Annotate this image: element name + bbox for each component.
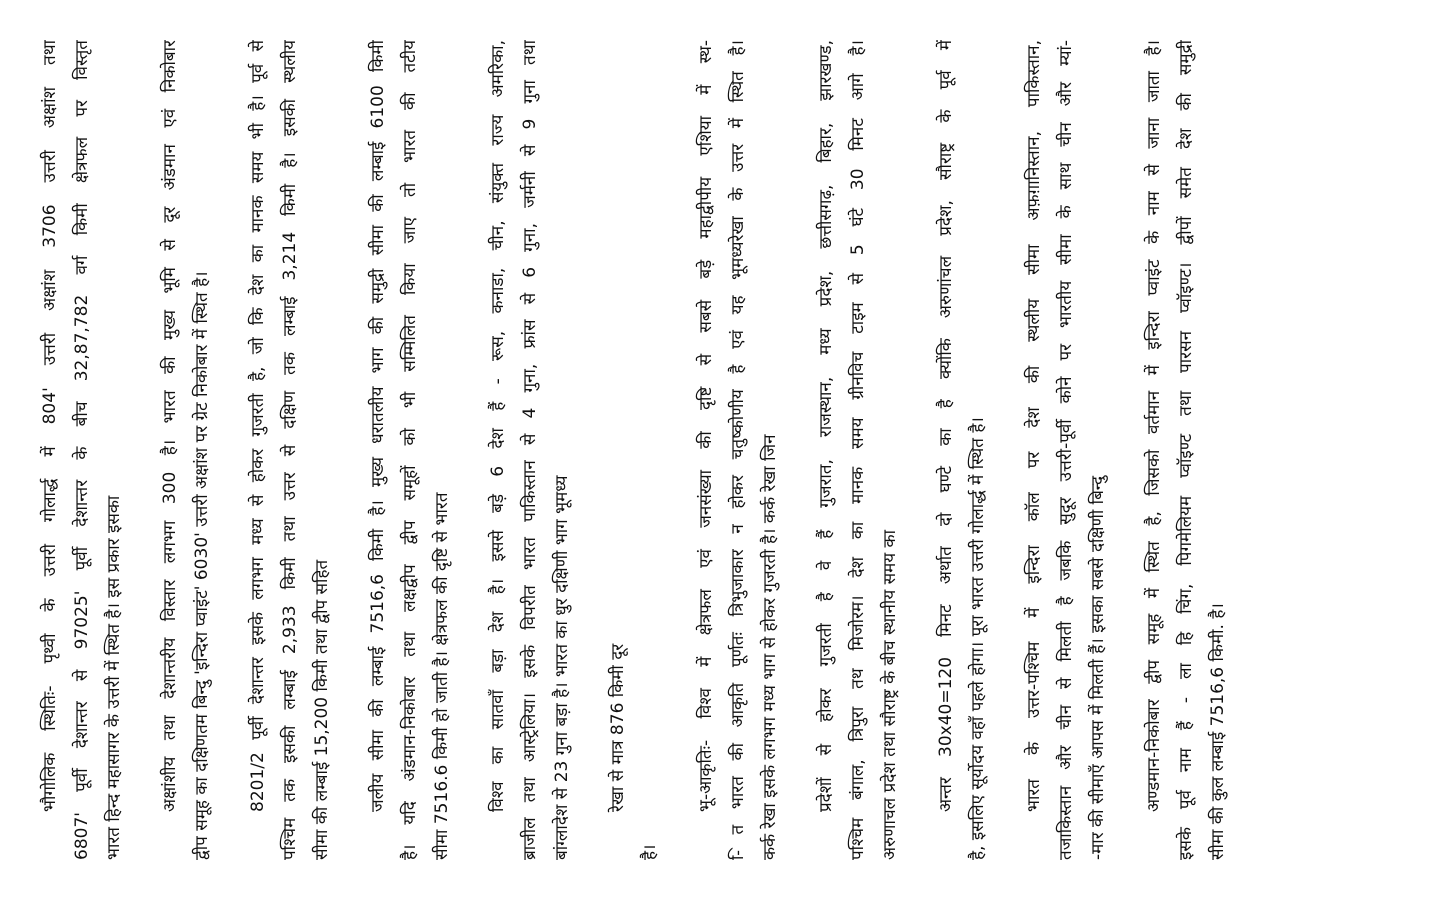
text-line: भू-आकृतिः- विश्व में क्षेत्रफल एवं जनसंख्या की दृष्टि से सबसे बड़े महाद्वीपीय एशिया में स्थ- xyxy=(696,40,716,812)
spaced-word: दूर xyxy=(608,643,628,660)
text-line: है, इसलिए सूर्योदय वहाँ पहले होगा। पूरा भारत उत्तरी गोलार्द्ध में स्थित है। xyxy=(968,417,988,860)
text-line: 6807' पूर्वी देशान्तर से 97025' पूर्वी देशान्तर के बीच 32,87,782 वर्ग किमी क्षेत्रफल पर विस्तृत xyxy=(72,40,92,860)
text-line: अन्तर 30x40=120 मिनट अर्थात दो घण्टे का है क्योंकि अरुणांचल प्रदेश, सौराष्ट्र के पूर्व में xyxy=(936,40,956,812)
spaced-word: मात्र xyxy=(608,740,628,765)
document-body-part-2 xyxy=(690,40,1234,860)
text-line: पश्चिम तक इसकी लम्बाई 2,933 किमी तथा उत्तर से दक्षिण तक लम्बाई 3,214 किमी है। इसकी स्थलीय xyxy=(280,40,300,860)
paragraph-p10 xyxy=(1138,40,1234,860)
text-line: भारत हिन्द महासागर के उत्तरी में स्थित है। इस प्रकार इसका xyxy=(104,495,124,860)
text-line: तजाकिस्तान और चीन से मिलती है जबकि सुदूर उत्तरी-पूर्वी कोने पर भारतीय सीमा के साथ चीन और म्यां- xyxy=(1056,40,1076,860)
text-line: सीमा 7516.6 किमी हो जाती है। क्षेत्रफल की दृष्टि से भारत xyxy=(432,492,452,860)
text-line: द्वीप समूह का दक्षिणतम बिन्दु 'इन्दिरा प्वाइंट' 6030' उत्तरी अक्षांश पर ग्रेट निकोबार में स्थित है। xyxy=(192,271,212,860)
paragraph-p9 xyxy=(1018,40,1114,860)
text-line: सीमा की कुल लम्बाई 7516,6 किमी. है। xyxy=(1208,603,1228,860)
paragraph-p7 xyxy=(810,40,906,860)
spaced-word: 876 xyxy=(608,702,628,736)
text-line: भौगोलिक स्थितिः- पृथ्वी के उत्तरी गोलार्द्ध में 804' उत्तरी अक्षांश 3706 उत्तरी अक्षांश तथा xyxy=(40,40,60,812)
text-line: अरुणाचल प्रदेश तथा सौराष्ट्र के बीच स्थानीय समय का xyxy=(880,530,900,860)
paragraph-p4 xyxy=(362,40,458,860)
text-line: -ि त भारत की आकृति पूर्णतः त्रिभुजाकार न होकर चतुष्कोणीय है एवं यह भूमध्यरेखा के उत्तर में स्थित है। xyxy=(728,40,748,860)
text-line: अक्षांशीय तथा देशान्तरीय विस्तार लगभग 300 है। भारत की मुख्य भूमि से दूर अंडमान एवं निकोबार xyxy=(160,40,180,812)
paragraph-p8 xyxy=(930,40,994,860)
paragraph-p5 xyxy=(482,40,578,860)
spaced-line-paragraph xyxy=(602,40,666,860)
text-line: अण्डमान-निकोबार द्वीप समूह में स्थित है, जिसको वर्तमान में इन्दिरा प्वाइंट के नाम से जाना जाता है। xyxy=(1144,40,1164,812)
text-line: जलीय सीमा की लम्बाई 7516,6 किमी है। मुख्य धरातलीय भाग की समुद्री सीमा की लम्बाई 6100 किमी xyxy=(368,40,388,812)
text-line: 8201/2 पूर्वी देशान्तर इसके लगभग मध्य से होकर गुजरती है, जो कि देश का मानक समय भी है। पूर्व से xyxy=(248,40,268,812)
text-line: सीमा की लम्बाई 15,200 किमी तथा द्वीप सहित xyxy=(312,559,332,860)
text-line: प्रदेशों से होकर गुजरती है वे हैं गुजरात, राजस्थान, मध्य प्रदेश, छत्तीसगढ़, बिहार, झारखण्ड, xyxy=(816,40,836,812)
spaced-line xyxy=(602,40,634,860)
text-line: है। यदि अंडमान-निकोबार तथा लक्षद्वीप द्वीप समूहों को भी सम्मिलित किया जाए तो भारत की तटीय xyxy=(400,40,420,860)
spaced-word: किमी xyxy=(608,665,628,698)
paragraph-p3 xyxy=(242,40,338,860)
text-line: इसके पूर्व नाम हैं - ला हि चिंग, पिगमेलियम प्वॉइण्ट तथा पारसन प्वॉइण्ट। द्वीपों समेत देश की समुद्री xyxy=(1176,40,1196,860)
paragraph-p1 xyxy=(34,40,130,860)
paragraph-p2 xyxy=(154,40,218,860)
text-line: पश्चिम बंगाल, त्रिपुरा तथ मिजोरम। देश का मानक समय ग्रीनविच टाइम से 5 घंटे 30 मिनट आगे है। xyxy=(848,40,868,860)
text-line: भारत के उत्तर-पश्चिम में इन्दिरा कॉल पर देश की स्थलीय सीमा अफ़ग़ानिस्तान, पाकिस्तान, xyxy=(1024,40,1044,812)
spaced-word: से xyxy=(608,769,628,782)
text-line: ब्राजील तथा आस्ट्रेलिया। इसके विपरीत भारत पाकिस्तान से 4 गुना, फ्रांस से 6 गुना, जर्मनी से 9 गुना तथा xyxy=(520,40,540,860)
text-line: कर्क रेखा इसके लगभग मध्य भाग से होकर गुजरती है। कर्क रेखा जिन xyxy=(760,434,780,860)
document-body-part-1 xyxy=(34,40,578,860)
text-line: विश्व का सातवाँ बड़ा देश है। इससे बड़े 6 देश हैं - रूस, कनाडा, चीन, संयुक्त राज्य अमरिका, xyxy=(488,40,508,812)
spaced-word: रेखा xyxy=(608,786,628,812)
paragraph-p6 xyxy=(690,40,786,860)
text-line: बांग्लादेश से 23 गुना बड़ा है। भारत का धुर दक्षिणी भाग भूमध्य xyxy=(552,475,572,860)
text-line: -मार की सीमाएँ आपस में मिलती हैं। इसका सबसे दक्षिणी बिन्दु xyxy=(1088,475,1108,860)
spaced-line-tail: है। xyxy=(640,844,660,860)
